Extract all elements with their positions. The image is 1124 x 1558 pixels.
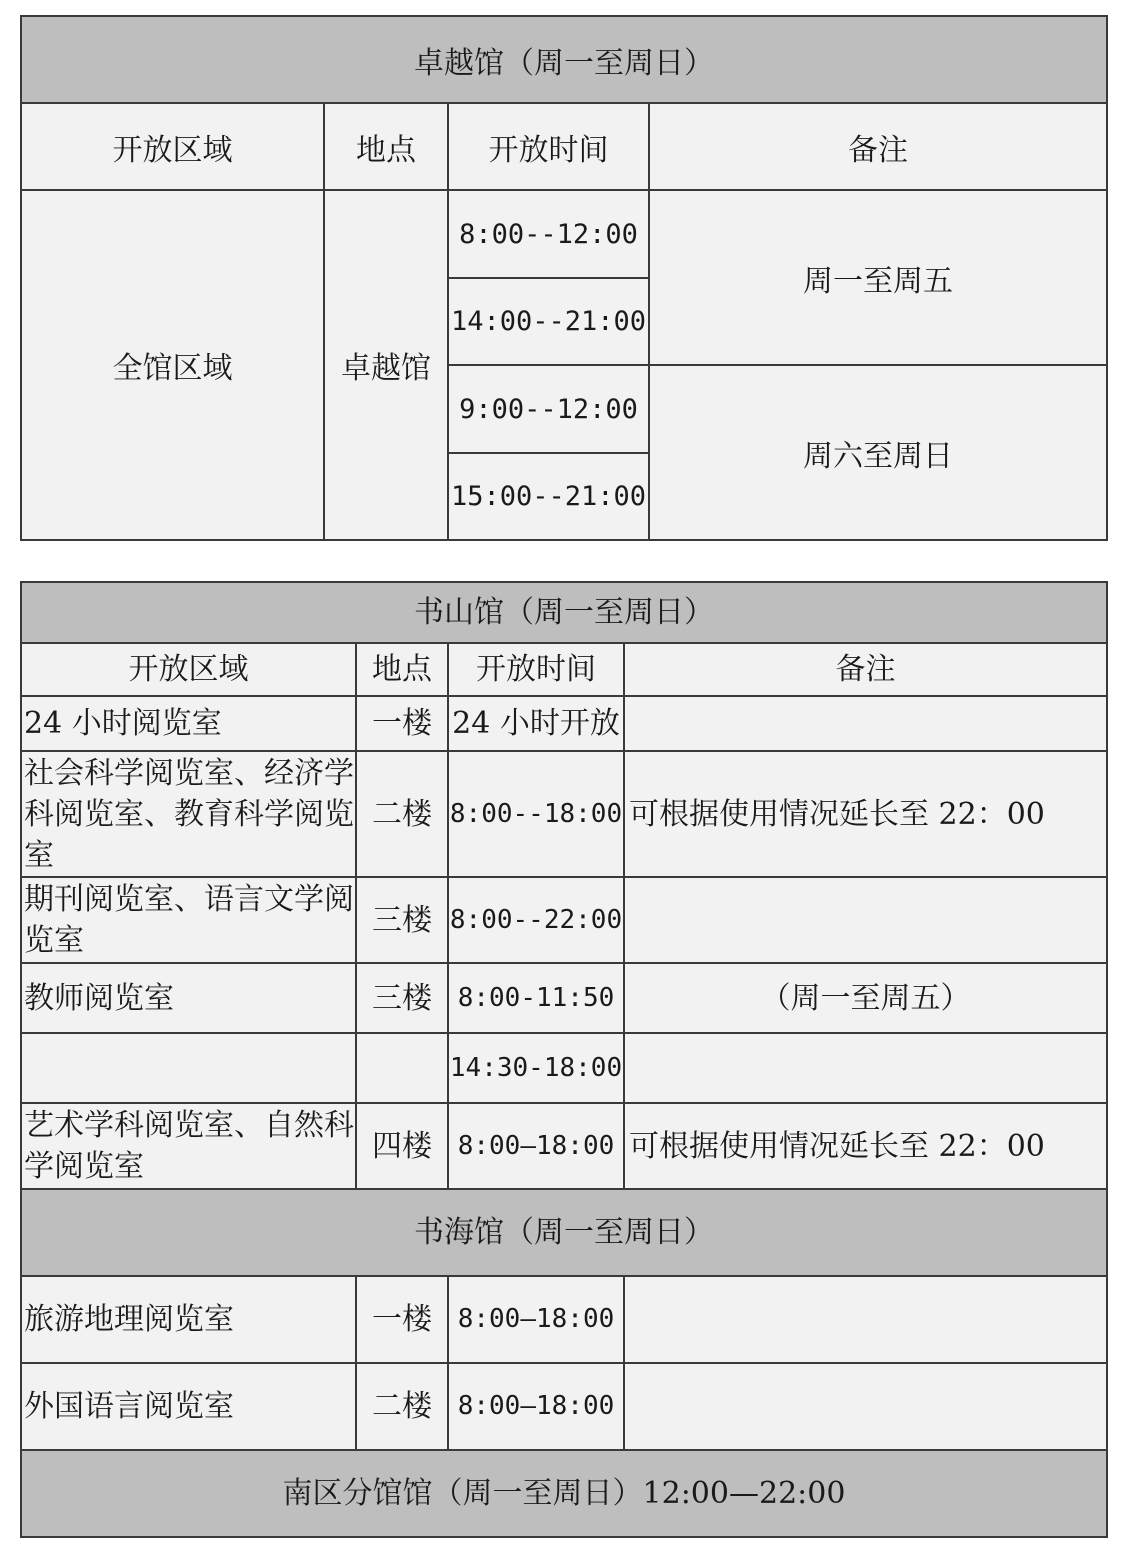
note-cell: 可根据使用情况延长至 22：00 bbox=[624, 1103, 1107, 1189]
table-row bbox=[21, 1033, 1107, 1103]
note-cell bbox=[624, 1033, 1107, 1103]
note-cell bbox=[624, 1276, 1107, 1363]
location-cell: 三楼 bbox=[356, 877, 448, 963]
note-cell: 可根据使用情况延长至 22：00 bbox=[624, 751, 1107, 877]
zhuoyue-note-weekend: 周六至周日 bbox=[649, 365, 1107, 540]
table-row bbox=[21, 1103, 1107, 1189]
zhuoyue-time-3: 9:00--12:00 bbox=[448, 365, 649, 453]
table-row bbox=[21, 751, 1107, 877]
location-cell: 一楼 bbox=[356, 1276, 448, 1363]
zhuoyue-title: 卓越馆（周一至周日） bbox=[21, 16, 1107, 103]
area-cell: 外国语言阅览室 bbox=[21, 1363, 356, 1450]
time-cell: 8:00—18:00 bbox=[448, 1363, 624, 1450]
header-location: 地点 bbox=[324, 103, 448, 190]
header-location: 地点 bbox=[356, 643, 448, 696]
time-cell: 8:00--22:00 bbox=[448, 877, 624, 963]
area-cell bbox=[21, 1033, 356, 1103]
zhuoyue-note-weekday: 周一至周五 bbox=[649, 190, 1107, 365]
shuhai-title: 书海馆（周一至周日） bbox=[21, 1189, 1107, 1276]
note-cell bbox=[624, 1363, 1107, 1450]
note-cell bbox=[624, 696, 1107, 751]
time-cell: 8:00-11:50 bbox=[448, 963, 624, 1033]
zhuoyue-area: 全馆区域 bbox=[21, 190, 324, 540]
area-cell: 24 小时阅览室 bbox=[21, 696, 356, 751]
location-cell: 二楼 bbox=[356, 751, 448, 877]
header-time: 开放时间 bbox=[448, 643, 624, 696]
time-cell: 24 小时开放 bbox=[448, 696, 624, 751]
time-cell: 8:00—18:00 bbox=[448, 1276, 624, 1363]
time-cell: 8:00--18:00 bbox=[448, 751, 624, 877]
location-cell bbox=[356, 1033, 448, 1103]
zhuoyue-table bbox=[20, 15, 1108, 541]
zhuoyue-time-4: 15:00--21:00 bbox=[448, 453, 649, 540]
time-cell: 8:00—18:00 bbox=[448, 1103, 624, 1189]
area-cell: 期刊阅览室、语言文学阅览室 bbox=[21, 877, 356, 963]
location-cell: 二楼 bbox=[356, 1363, 448, 1450]
header-note: 备注 bbox=[649, 103, 1107, 190]
note-cell bbox=[624, 877, 1107, 963]
header-area: 开放区域 bbox=[21, 103, 324, 190]
zhuoyue-time-1: 8:00--12:00 bbox=[448, 190, 649, 278]
time-cell: 14:30-18:00 bbox=[448, 1033, 624, 1103]
zhuoyue-location: 卓越馆 bbox=[324, 190, 448, 540]
zhuoyue-time-2: 14:00--21:00 bbox=[448, 278, 649, 365]
table-row bbox=[21, 1276, 1107, 1363]
note-cell: （周一至周五） bbox=[624, 963, 1107, 1033]
location-cell: 一楼 bbox=[356, 696, 448, 751]
area-cell: 教师阅览室 bbox=[21, 963, 356, 1033]
table-row bbox=[21, 877, 1107, 963]
shushan-table bbox=[20, 581, 1108, 1538]
area-cell: 艺术学科阅览室、自然科学阅览室 bbox=[21, 1103, 356, 1189]
location-cell: 四楼 bbox=[356, 1103, 448, 1189]
table-row bbox=[21, 696, 1107, 751]
area-cell: 旅游地理阅览室 bbox=[21, 1276, 356, 1363]
header-time: 开放时间 bbox=[448, 103, 649, 190]
header-note: 备注 bbox=[624, 643, 1107, 696]
nanqu-title: 南区分馆馆（周一至周日）12:00—22:00 bbox=[21, 1450, 1107, 1537]
table-row bbox=[21, 1363, 1107, 1450]
shushan-title: 书山馆（周一至周日） bbox=[21, 582, 1107, 643]
location-cell: 三楼 bbox=[356, 963, 448, 1033]
area-cell: 社会科学阅览室、经济学科阅览室、教育科学阅览室 bbox=[21, 751, 356, 877]
header-area: 开放区域 bbox=[21, 643, 356, 696]
table-row bbox=[21, 963, 1107, 1033]
